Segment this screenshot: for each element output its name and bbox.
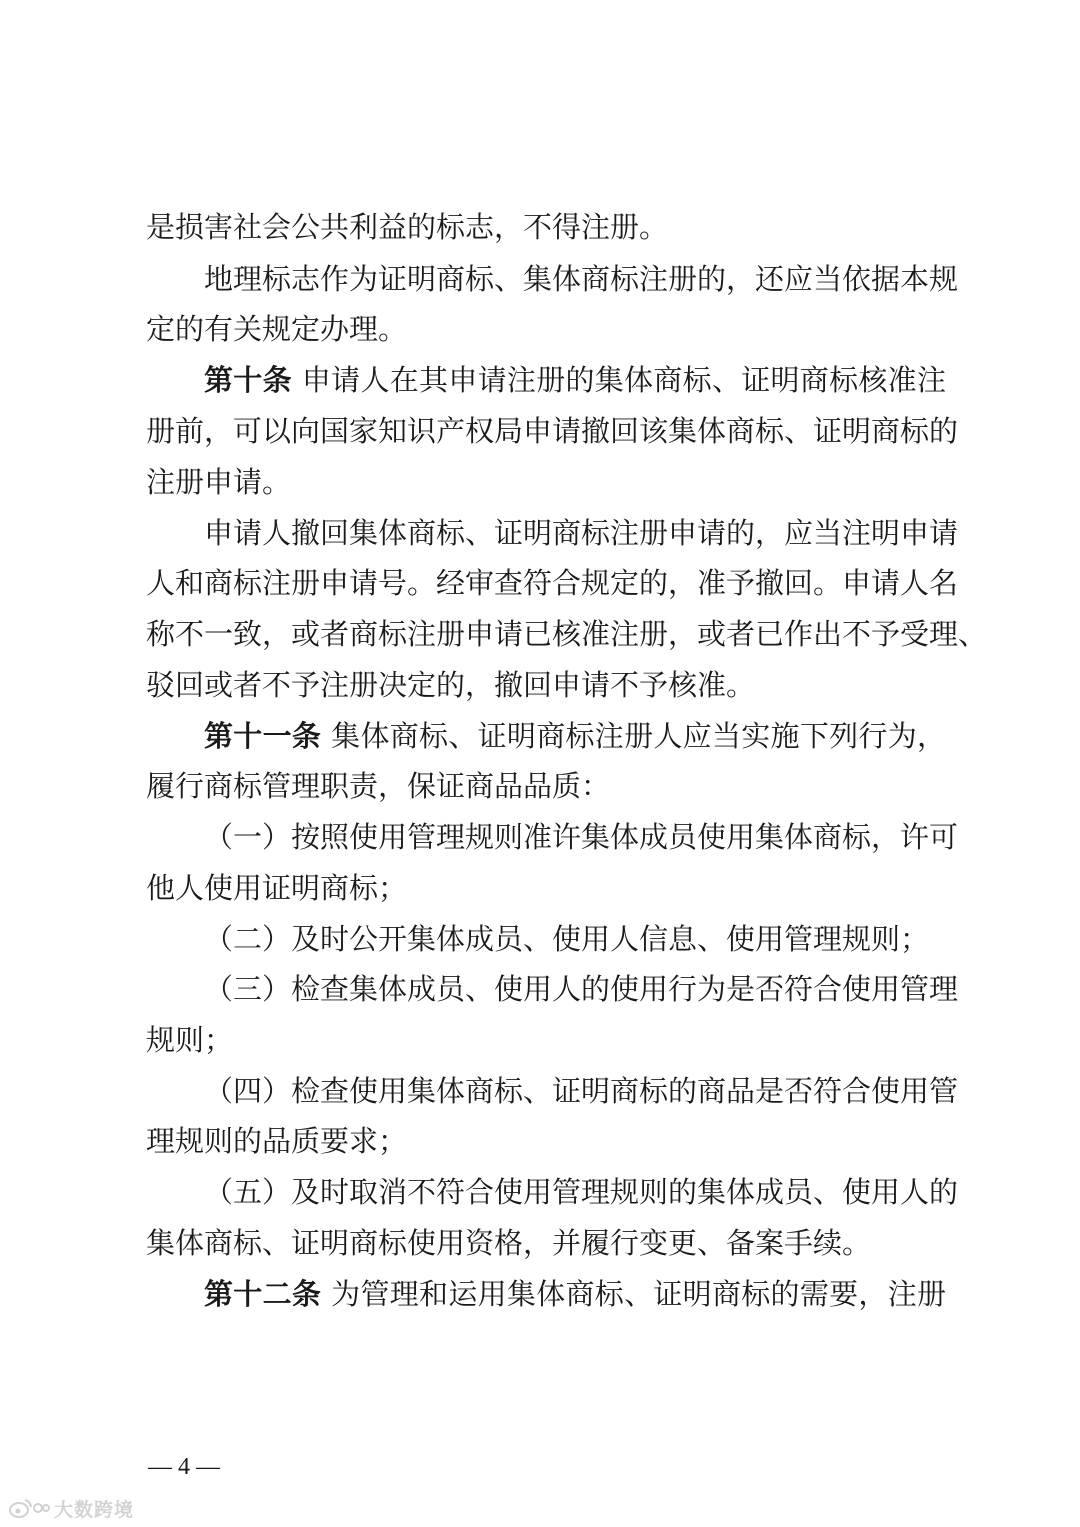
- line-text: 集体商标、证明商标注册人应当实施下列行为，: [331, 719, 946, 753]
- paragraph-line: [204, 1065, 959, 1117]
- paragraph-line: [146, 760, 946, 812]
- line-text: 驳回或者不予注册决定的，撤回申请不予核准。: [146, 668, 756, 702]
- line-text: （三）检查集体成员、使用人的使用行为是否符合使用管理: [204, 972, 959, 1006]
- paragraph-line: [146, 456, 946, 508]
- paragraph-line: [146, 303, 946, 355]
- line-text: （五）及时取消不符合使用管理规则的集体成员、使用人的: [204, 1175, 959, 1209]
- line-text: 申请人撤回集体商标、证明商标注册申请的，应当注明申请: [204, 516, 959, 550]
- article-number: 第十条: [204, 363, 292, 397]
- line-text: 称不一致，或者商标注册申请已核准注册，或者已作出不予受理、: [146, 617, 988, 651]
- line-text: 地理标志作为证明商标、集体商标注册的，还应当依据本规: [204, 262, 959, 296]
- line-text: 规则；: [146, 1023, 234, 1057]
- paragraph-line: [146, 405, 959, 457]
- paragraph-line: [146, 1014, 946, 1066]
- paragraph-line: [204, 963, 959, 1015]
- line-text: 册前，可以向国家知识产权局申请撤回该集体商标、证明商标的: [146, 414, 959, 448]
- line-text: （二）及时公开集体成员、使用人信息、使用管理规则；: [204, 922, 930, 956]
- paragraph-line: [204, 253, 959, 305]
- line-text: 履行商标管理职责，保证商品品质：: [146, 769, 611, 803]
- line-text: 是损害社会公共利益的标志，不得注册。: [146, 210, 669, 244]
- line-text: 申请人在其申请注册的集体商标、证明商标核准注: [301, 363, 946, 397]
- paragraph-line: [146, 659, 946, 711]
- paragraph-line: [146, 608, 988, 660]
- line-text: （一）按照使用管理规则准许集体成员使用集体商标，许可: [204, 820, 959, 854]
- article-number: 第十二条: [204, 1277, 322, 1311]
- paragraph-line: [146, 1217, 946, 1269]
- line-text: 他人使用证明商标；: [146, 871, 408, 905]
- weibo-logo-icon: [8, 1495, 50, 1521]
- paragraph-line: [204, 710, 946, 762]
- paragraph-line: [146, 201, 946, 253]
- watermark-text: 大数跨境: [54, 1498, 135, 1521]
- article-number: 第十一条: [204, 719, 322, 753]
- line-text: 人和商标注册申请号。经审查符合规定的，准予撤回。申请人名: [146, 566, 959, 600]
- paragraph-line: [204, 811, 959, 863]
- line-text: 集体商标、证明商标使用资格，并履行变更、备案手续。: [146, 1226, 872, 1260]
- paragraph-line: [204, 1166, 959, 1218]
- line-text: 注册申请。: [146, 465, 292, 499]
- line-text: 理规则的品质要求；: [146, 1124, 408, 1158]
- paragraph-line: [204, 1268, 946, 1320]
- paragraph-line: [204, 354, 946, 406]
- page-number: — 4 —: [148, 1454, 220, 1480]
- paragraph-line: [146, 557, 959, 609]
- line-text: 为管理和运用集体商标、证明商标的需要，注册: [331, 1277, 946, 1311]
- line-text: （四）检查使用集体商标、证明商标的商品是否符合使用管: [204, 1074, 959, 1108]
- line-text: 定的有关规定办理。: [146, 312, 408, 346]
- paragraph-line: [204, 913, 946, 965]
- watermark: [8, 1494, 134, 1522]
- paragraph-line: [146, 862, 946, 914]
- paragraph-line: [204, 507, 959, 559]
- paragraph-line: [146, 1115, 946, 1167]
